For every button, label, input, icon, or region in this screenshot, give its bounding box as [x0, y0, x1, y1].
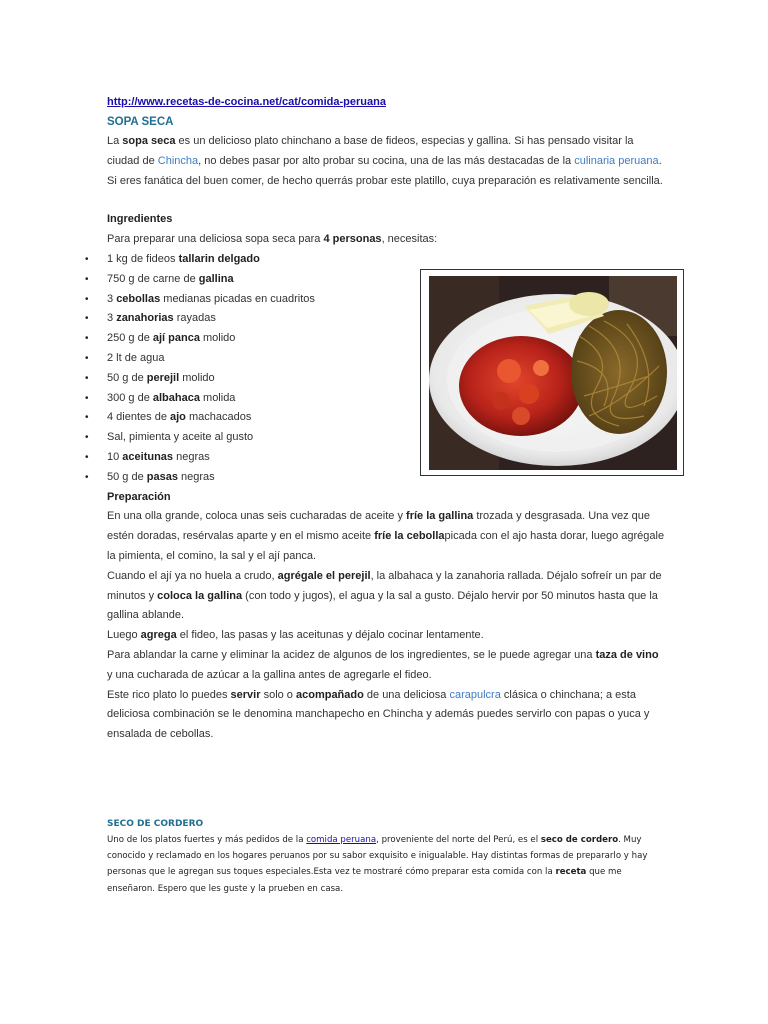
section2-title: SECO DE CORDERO	[107, 819, 204, 829]
carapulcra-link[interactable]: carapulcra	[449, 688, 501, 701]
source-url-link[interactable]: http://www.recetas-de-cocina.net/cat/comida-peruana	[107, 96, 386, 108]
ingredient-item: • 50 g de perejil molido	[107, 369, 667, 389]
ingredients-intro: Para preparar una deliciosa sopa seca para 4 personas, necesitas:	[107, 233, 438, 246]
ingredient-item: • 2 lt de agua	[107, 349, 667, 369]
bullet-icon: •	[85, 352, 89, 364]
ingredient-item: • 3 zanahorias rayadas	[107, 309, 667, 329]
prep-paragraph-2: Cuando el ají ya no huela a crudo, agrégale el perejil, la albahaca y la zanahoria rallada. Déjalo sofreír un par de minutos y coloca la gallina (con todo y jugos), el agua y la sal a gusto. Déjalo hervir por 50 minutos hasta que la gallina ablande.	[107, 569, 662, 622]
bullet-icon: •	[85, 372, 89, 384]
ingredient-item: • 250 g de ají panca molido	[107, 329, 667, 349]
prep-paragraph-4: Para ablandar la carne y eliminar la acidez de algunos de los ingredientes, se le puede agregar una taza de vino y una cucharada de azúcar a la gallina antes de agregarle el fideo.	[107, 648, 659, 681]
bullet-icon: •	[85, 471, 89, 483]
prep-paragraph-1: En una olla grande, coloca unas seis cucharadas de aceite y fríe la gallina trozada y desgrasada. Una vez que estén doradas, resérvalas aparte y en el mismo aceite fríe la cebollapicada con el ajo hasta dorar, luego agrégale la pimienta, el comino, la sal y el ají panca.	[107, 510, 665, 562]
ingredient-item: • 3 cebollas medianas picadas en cuadritos	[107, 290, 667, 310]
intro-paragraph: La sopa seca es un delicioso plato chinchano a base de fideos, especias y gallina. Si has pensado visitar la ciudad de Chincha, no debes pasar por alto probar su cocina, una de las más destacadas de la culinaria peruana. Si eres fanática del buen comer, de hecho querrás probar este platillo, cuya preparación es relativamente sencilla.	[107, 135, 663, 187]
ingredient-item: • 1 kg de fideos tallarin delgado	[107, 250, 667, 270]
ingredient-item: • 4 dientes de ajo machacados	[107, 408, 667, 428]
ingredient-item: • 10 aceitunas negras	[107, 448, 667, 468]
intro-bold-sopa-seca: sopa seca	[122, 135, 176, 147]
chincha-link[interactable]: Chincha	[157, 154, 199, 167]
recipe-title: SOPA SECA	[107, 116, 174, 128]
comida-peruana-link[interactable]: comida peruana	[306, 835, 377, 845]
prep-paragraph-3: Luego agrega el fideo, las pasas y las aceitunas y déjalo cocinar lentamente.	[107, 629, 484, 642]
section2-paragraph: Uno de los platos fuertes y más pedidos de la comida peruana, proveniente del norte del Perú, es el seco de cordero. Muy conocido y reclamado en los hogares peruanos por su sabor exquisito e inigualable. Hay distintas formas de prepararlo y hay personas que le agregan sus toques especiales.Esta vez te mostraré cómo preparar esta comida con la receta que me enseñaron. Espero que les guste y la prueben en casa.	[107, 835, 648, 894]
bullet-icon: •	[85, 253, 89, 265]
bullet-icon: •	[85, 273, 89, 285]
bullet-icon: •	[85, 451, 89, 463]
bullet-icon: •	[85, 333, 89, 345]
seco-de-cordero-section	[107, 816, 667, 897]
bullet-icon: •	[85, 392, 89, 404]
preparation-heading: Preparación	[107, 490, 171, 503]
ingredient-item: • Sal, pimienta y aceite al gusto	[107, 428, 667, 448]
prep-paragraph-5: Este rico plato lo puedes servir solo o acompañado de una deliciosa carapulcra clásica o chinchana; a esta deliciosa combinación se le denomina manchapecho en Chincha y además puedes servirlo con papas o yuca y ensalada de cebollas.	[107, 688, 650, 741]
ingredients-heading: Ingredientes	[107, 213, 173, 226]
ingredient-item: • 50 g de pasas negras	[107, 468, 667, 488]
culinaria-peruana-link[interactable]: culinaria peruana	[574, 154, 659, 167]
bullet-icon: •	[85, 293, 89, 305]
ingredient-item: • 300 g de albahaca molida	[107, 389, 667, 409]
bullet-icon: •	[85, 432, 89, 444]
bullet-icon: •	[85, 313, 89, 325]
bullet-icon: •	[85, 412, 89, 424]
ingredient-item: • 750 g de carne de gallina	[107, 270, 667, 290]
sopa-seca-photo	[429, 276, 677, 470]
dish-photo-frame	[420, 269, 684, 476]
